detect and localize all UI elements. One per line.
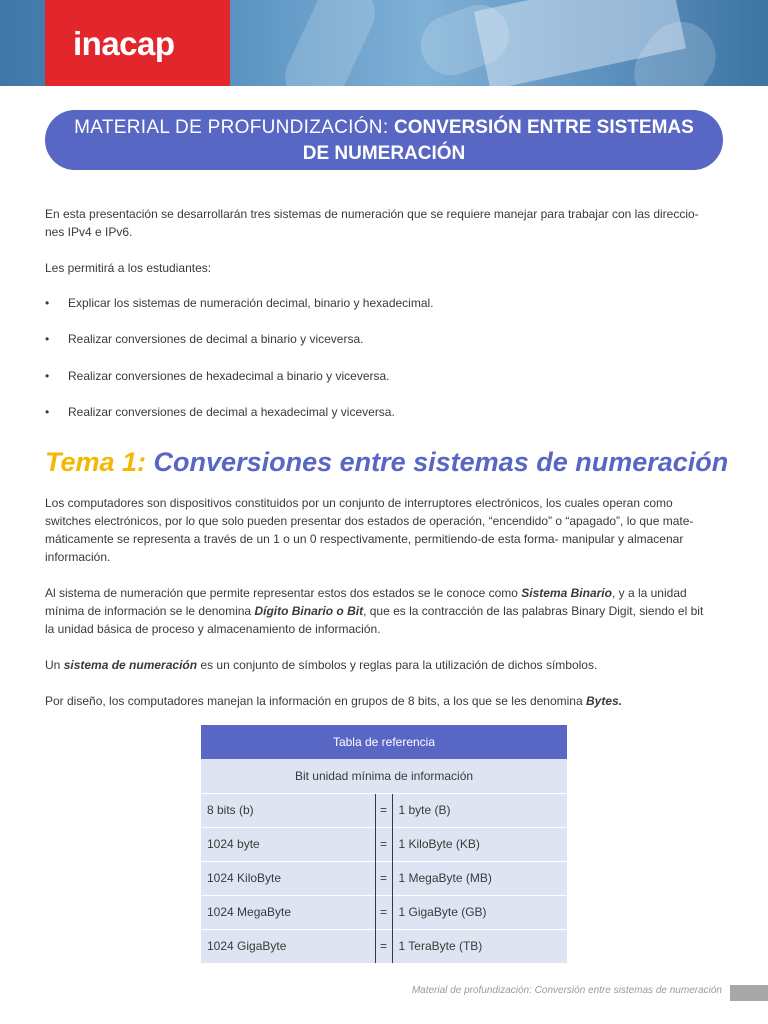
table-row	[201, 861, 567, 895]
p1-line: Los computadores son dispositivos constituidos por un conjunto de interruptores electrónicos, los cuales operan como	[45, 496, 673, 510]
body-paragraph-4	[45, 692, 725, 710]
logo-text: inacap	[73, 25, 175, 62]
table-cell-right: 1 MegaByte (MB)	[392, 861, 567, 895]
table-row	[201, 827, 567, 861]
p3-text: es un conjunto de símbolos y reglas para la utilización de dichos símbolos.	[197, 658, 598, 672]
p2-text: la unidad básica de proceso y almacenamiento de información.	[45, 622, 381, 636]
p2-term-binary: Sistema Binario	[521, 586, 612, 600]
table-cell-left: 8 bits (b)	[201, 793, 375, 827]
p2-term-bit: Dígito Binario o Bit	[254, 604, 364, 618]
table-title: Tabla de referencia	[201, 725, 567, 759]
p2-text: mínima de información se le denomina	[45, 604, 255, 618]
table-cell-equals: =	[375, 827, 392, 861]
section-label: Tema 1:	[45, 447, 154, 477]
table-cell-equals: =	[375, 793, 392, 827]
reference-table	[201, 725, 567, 963]
body-paragraph-1	[45, 494, 725, 566]
table-cell-equals: =	[375, 861, 392, 895]
footer-text: Material de profundización: Conversión entre sistemas de numeración	[411, 985, 722, 996]
table-subtitle: Bit unidad mínima de información	[201, 759, 567, 793]
section-title: Conversiones entre sistemas de numeración	[153, 447, 729, 477]
p2-text: , que es la contracción de las palabras Binary Digit, siendo el bit	[363, 604, 704, 618]
table-cell-equals: =	[375, 929, 392, 963]
intro-paragraph	[45, 205, 725, 241]
bullet-text: Realizar conversiones de decimal a binario y viceversa.	[68, 332, 364, 346]
body-paragraph-2	[45, 584, 725, 638]
table-cell-right: 1 GigaByte (GB)	[392, 895, 567, 929]
banner-light-text: MATERIAL DE PROFUNDIZACIÓN:	[74, 117, 394, 138]
banner-bold-text-2: DE NUMERACIÓN	[302, 143, 466, 164]
bullet-dot: •	[45, 332, 50, 346]
table-cell-right: 1 byte (B)	[392, 793, 567, 827]
table-cell-left: 1024 byte	[201, 827, 375, 861]
table-cell-equals: =	[375, 895, 392, 929]
table-cell-right: 1 TeraByte (TB)	[392, 929, 567, 963]
p2-text: Al sistema de numeración que permite representar estos dos estados se le conoce como	[45, 586, 522, 600]
intro-lead: Les permitirá a los estudiantes:	[45, 261, 212, 275]
p2-text: , y a la unidad	[611, 586, 687, 600]
p1-line: información.	[45, 550, 111, 564]
p1-line: máticamente se representa a través de un 1 o un 0 respectivamente, permitiendo-de esta forma- manipular y almacenar	[45, 532, 684, 546]
header-banner-image	[0, 0, 768, 86]
bullet-text: Explicar los sistemas de numeración decimal, binario y hexadecimal.	[68, 296, 434, 310]
table-cell-left: 1024 MegaByte	[201, 895, 375, 929]
body-paragraph-3	[45, 656, 725, 674]
bullet-dot: •	[45, 369, 50, 383]
p3-term: sistema de numeración	[63, 658, 198, 672]
bullet-dot: •	[45, 296, 50, 310]
intro-line-2: nes IPv4 e IPv6.	[45, 225, 133, 239]
bullet-text: Realizar conversiones de decimal a hexadecimal y viceversa.	[68, 405, 395, 419]
table-cell-left: 1024 KiloByte	[201, 861, 375, 895]
banner-bold-text-1: CONVERSIÓN ENTRE SISTEMAS	[393, 117, 694, 138]
table-row	[201, 895, 567, 929]
p1-line: switches electrónicos, por lo que solo pueden presentar dos estados de operación, “encendido” o “apagado”, lo que mate-	[45, 514, 694, 528]
footer-page-bar	[730, 985, 768, 1001]
p4-text: Por diseño, los computadores manejan la información en grupos de 8 bits, a los que se les denomina	[45, 694, 586, 708]
bullet-text: Realizar conversiones de hexadecimal a binario y viceversa.	[68, 369, 390, 383]
title-banner	[45, 110, 723, 170]
section-heading	[45, 445, 728, 479]
p3-text: Un	[45, 658, 64, 672]
intro-line-1: En esta presentación se desarrollarán tres sistemas de numeración que se requiere manejar para trabajar con las direccio-	[45, 207, 699, 221]
table-cell-right: 1 KiloByte (KB)	[392, 827, 567, 861]
table-cell-left: 1024 GigaByte	[201, 929, 375, 963]
table-row	[201, 929, 567, 963]
bullet-dot: •	[45, 405, 50, 419]
inacap-logo	[45, 0, 230, 86]
p4-term: Bytes.	[585, 694, 623, 708]
table-row	[201, 793, 567, 827]
